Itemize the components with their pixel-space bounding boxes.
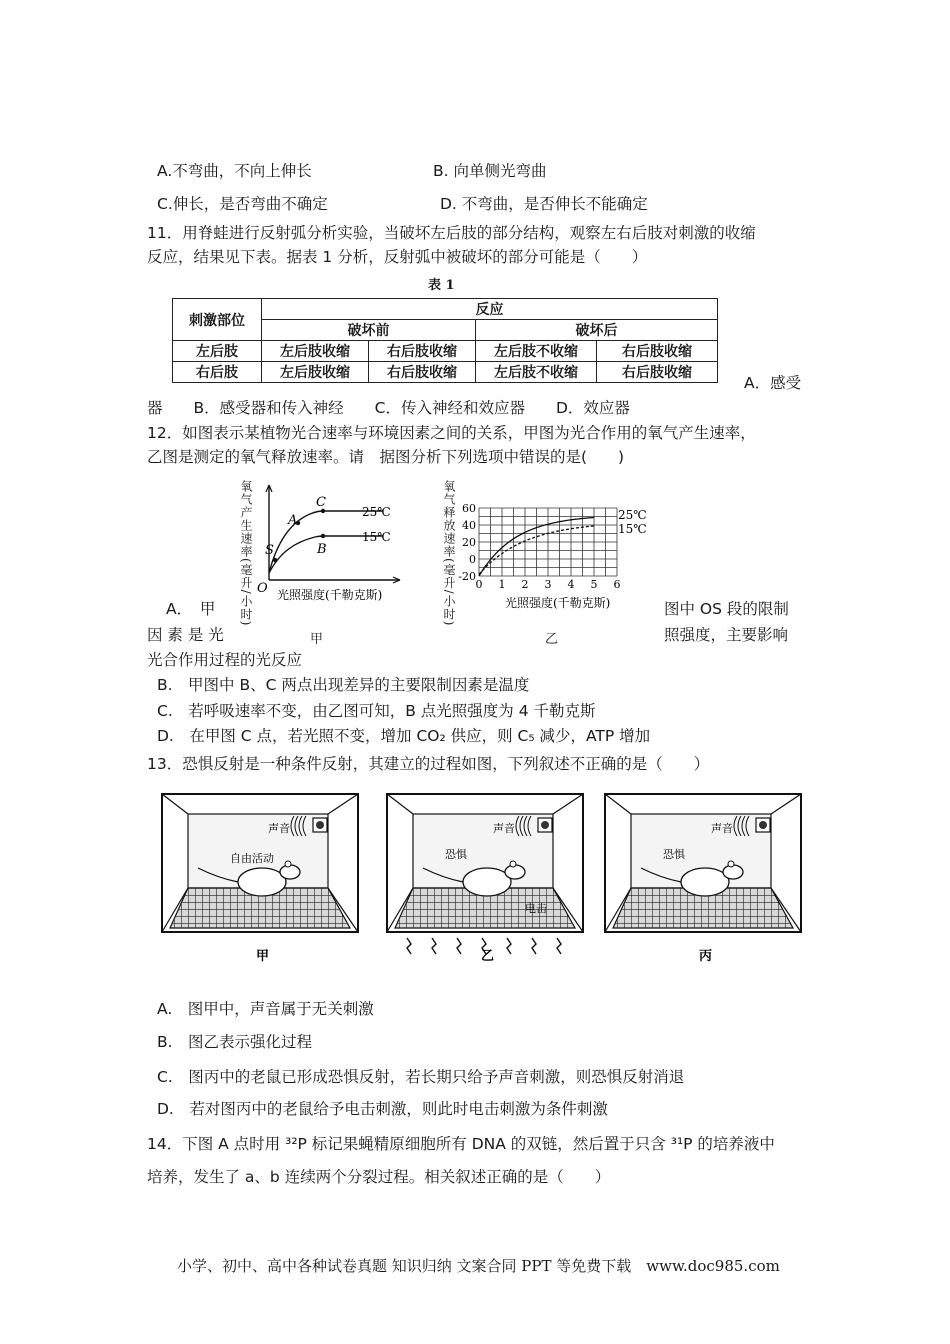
table-cell: 左后肢不收缩 <box>476 341 597 362</box>
table-header-site: 刺激部位 <box>173 299 262 341</box>
q12-option-c: C. 若呼吸速率不变，由乙图可知，B 点光照强度为 4 千勒克斯 <box>157 702 596 720</box>
jia-legend-15: 15℃ <box>362 530 391 544</box>
q13-option-d: D. 若对图丙中的老鼠给予电击刺激，则此时电击刺激为条件刺激 <box>157 1100 608 1118</box>
table-header-reaction: 反应 <box>262 299 718 320</box>
table-header-after: 破坏后 <box>476 320 718 341</box>
q12-option-d: D. 在甲图 C 点，若光照不变，增加 CO₂ 供应，则 C₅ 减少，ATP 增加 <box>157 727 651 745</box>
jia-xlabel: 光照强度(千勒克斯) <box>277 588 383 602</box>
yi-caption: 乙 <box>545 632 559 647</box>
q13-stem: 13．恐惧反射是一种条件反射，其建立的过程如图，下列叙述不正确的是（ ） <box>147 755 710 773</box>
sound-label: 声音 <box>268 822 290 835</box>
page-footer: 小学、初中、高中各种试卷真题 知识归纳 文案合同 PPT 等免费下载 www.doc985.com <box>177 1257 780 1275</box>
mouse-icon <box>463 868 511 896</box>
q11-option-a-part: A．感受 <box>744 374 802 392</box>
x-tick-label: 1 <box>498 578 506 591</box>
jia-caption: 甲 <box>310 632 324 647</box>
lightning-icon <box>557 938 561 954</box>
y-tick-label: 40 <box>462 519 476 532</box>
q13-option-a: A. 图甲中，声音属于无关刺激 <box>157 1000 374 1018</box>
reflex-table <box>172 298 718 383</box>
mouse-icon <box>238 868 286 896</box>
q14-stem-line1: 14．下图 A 点时用 ³²P 标记果蝇精原细胞所有 DNA 的双链，然后置于只含 ³¹P 的培养液中 <box>147 1135 775 1153</box>
table-cell: 右后肢收缩 <box>597 362 718 383</box>
q11-options-line: 器 B．感受器和传入神经 C．传入神经和效应器 D．效应器 <box>147 399 630 417</box>
table-cell: 左后肢收缩 <box>262 362 369 383</box>
table-caption: 表 1 <box>428 278 455 293</box>
q12-stem-line2: 乙图是测定的氧气释放速率。请 据图分析下列选项中错误的是( ) <box>147 448 625 466</box>
x-tick-label: 6 <box>613 578 621 591</box>
table-row <box>173 362 718 383</box>
y-tick-label: -20 <box>458 570 476 583</box>
jia-legend-25: 25℃ <box>362 505 391 519</box>
q12-option-a-line3: 光合作用过程的光反应 <box>147 651 303 669</box>
yi-legend-25: 25℃ <box>618 508 647 522</box>
x-tick-label: 3 <box>544 578 552 591</box>
q14-stem-line2: 培养，发生了 a、b 连续两个分裂过程。相关叙述正确的是（ ） <box>147 1168 611 1186</box>
chart-yi <box>455 500 665 610</box>
table-cell: 右后肢收缩 <box>597 341 718 362</box>
lightning-icon <box>432 938 436 954</box>
table-cell: 右后肢 <box>173 362 262 383</box>
x-tick-label: 0 <box>475 578 483 591</box>
yi-legend-15: 15℃ <box>618 522 647 536</box>
lightning-icon <box>407 938 411 954</box>
yi-ylabel: 氧气释放速率(毫升/小时) <box>442 480 456 627</box>
q10-option-d: D. 不弯曲，是否伸长不能确定 <box>440 195 648 213</box>
lightning-icon <box>532 938 536 954</box>
q12-option-a-left2: 因 素 是 光 <box>147 626 224 644</box>
q11-stem-line2: 反应，结果见下表。据表 1 分析，反射弧中被破坏的部分可能是（ ） <box>147 248 648 266</box>
y-tick-label: 20 <box>462 536 476 549</box>
panel-caption: 乙 <box>481 949 495 964</box>
mouse-state-label: 恐惧 <box>445 848 467 861</box>
shock-label: 电击 <box>525 902 547 915</box>
table-cell: 右后肢收缩 <box>369 341 476 362</box>
table-cell: 左后肢 <box>173 341 262 362</box>
sound-label: 声音 <box>711 822 733 835</box>
q12-stem-line1: 12．如图表示某植物光合速率与环境因素之间的关系，甲图为光合作用的氧气产生速率， <box>147 424 756 442</box>
q10-option-b: B. 向单侧光弯曲 <box>433 162 547 180</box>
x-tick-label: 2 <box>521 578 529 591</box>
yi-xlabel: 光照强度(千勒克斯) <box>505 596 611 610</box>
fear-panel <box>162 794 358 964</box>
q11-stem-line1: 11．用脊蛙进行反射弧分析实验，当破坏左后肢的部分结构，观察左右后肢对刺激的收缩 <box>147 224 756 242</box>
q12-option-a-right1: 图中 OS 段的限制 <box>664 600 789 618</box>
fear-panel <box>605 794 801 964</box>
point-s-label: S <box>265 543 274 558</box>
q12-option-a-left1: A． 甲 <box>166 600 216 618</box>
x-tick-label: 5 <box>590 578 598 591</box>
jia-ylabel: 氧气产生速率(毫升/小时) <box>239 480 253 627</box>
lightning-icon <box>507 938 511 954</box>
fear-panel <box>387 794 583 964</box>
q12-option-b: B. 甲图中 B、C 两点出现差异的主要限制因素是温度 <box>157 676 530 694</box>
q12-option-a-right2: 照强度，主要影响 <box>664 626 789 644</box>
table-cell: 右后肢收缩 <box>369 362 476 383</box>
x-tick-label: 4 <box>567 578 575 591</box>
point-a-label: A <box>288 513 298 528</box>
table-cell: 左后肢收缩 <box>262 341 369 362</box>
panel-caption: 甲 <box>256 949 270 964</box>
mouse-state-label: 恐惧 <box>663 848 685 861</box>
point-c-label: C <box>316 495 326 510</box>
mouse-icon <box>681 868 729 896</box>
fear-reflex-figure <box>160 790 805 970</box>
y-tick-label: 0 <box>469 553 476 566</box>
table-row <box>173 341 718 362</box>
q10-option-a: A.不弯曲，不向上伸长 <box>157 162 312 180</box>
point-b-label: B <box>317 542 327 557</box>
table-header-before: 破坏前 <box>262 320 476 341</box>
panel-caption: 丙 <box>699 949 713 964</box>
lightning-icon <box>457 938 461 954</box>
q13-option-c: C. 图丙中的老鼠已形成恐惧反射，若长期只给予声音刺激，则恐惧反射消退 <box>157 1068 685 1086</box>
y-tick-label: 60 <box>462 502 476 515</box>
q10-option-c: C.伸长，是否弯曲不确定 <box>157 195 328 213</box>
point-o-label: O <box>257 581 268 596</box>
mouse-state-label: 自由活动 <box>230 852 274 865</box>
table-cell: 左后肢不收缩 <box>476 362 597 383</box>
q13-option-b: B. 图乙表示强化过程 <box>157 1033 313 1051</box>
chart-jia <box>255 480 415 620</box>
sound-label: 声音 <box>493 822 515 835</box>
